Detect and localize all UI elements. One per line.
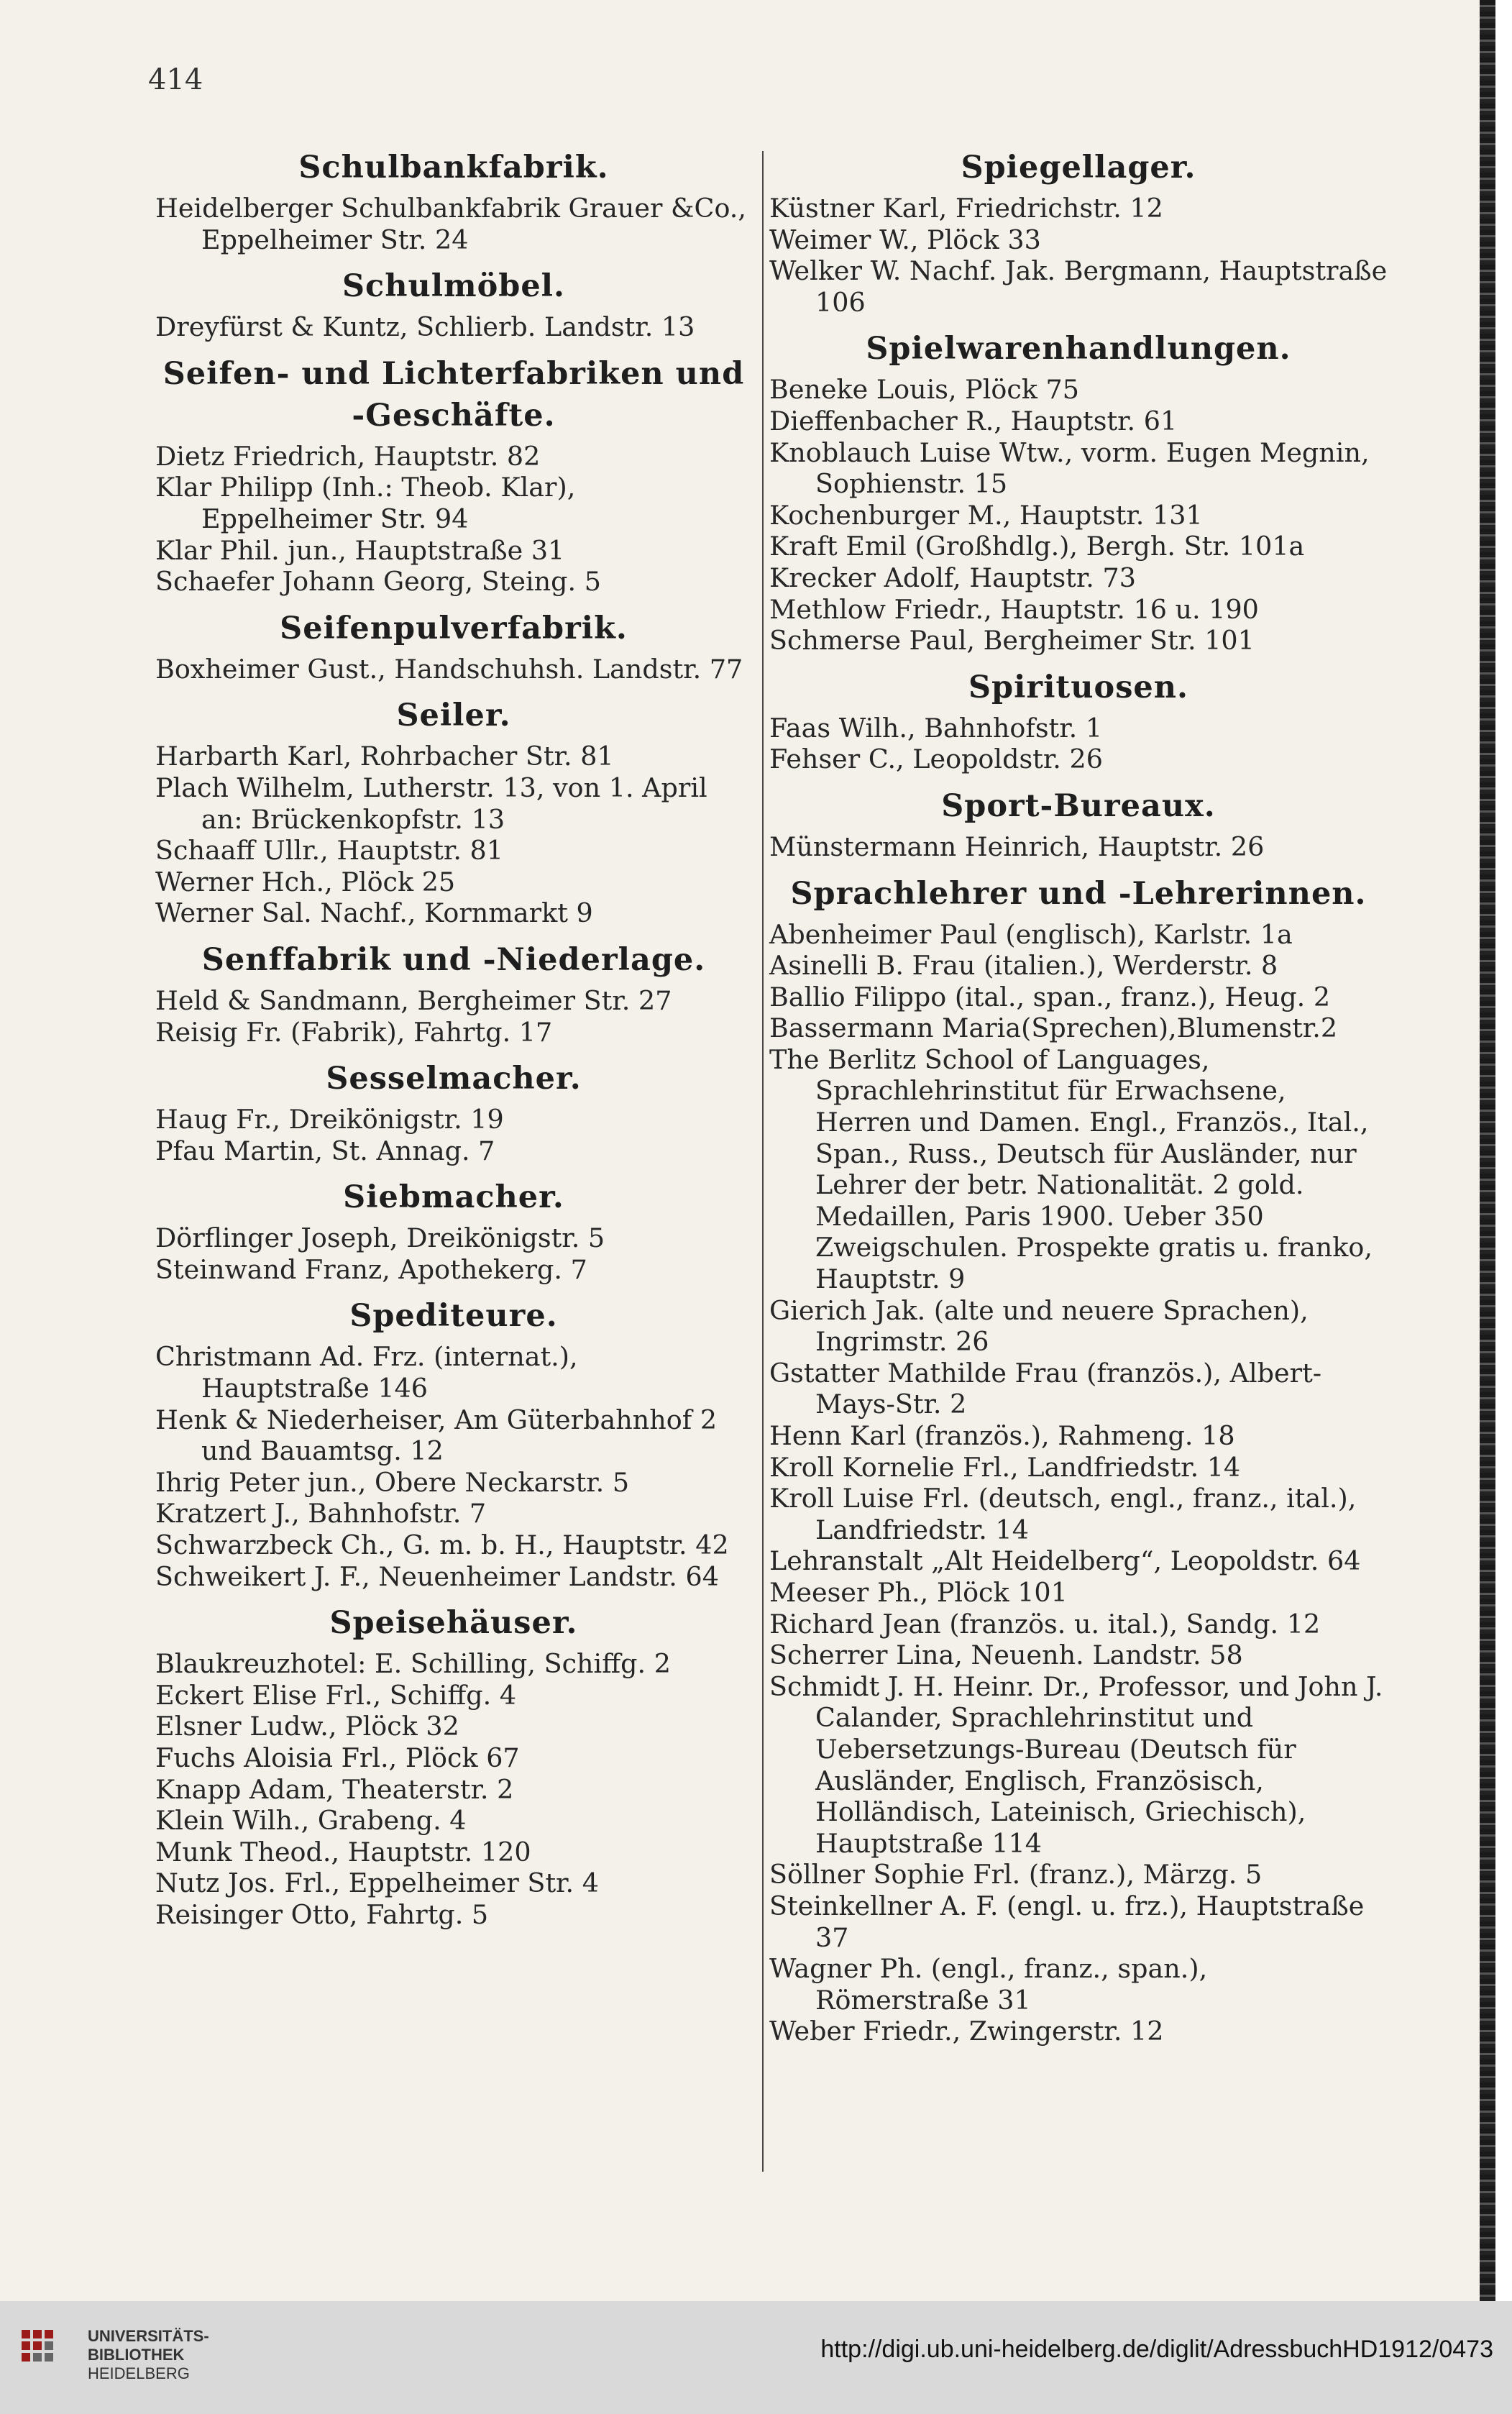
directory-entry: Meeser Ph., Plöck 101: [769, 1576, 1068, 1608]
directory-entry: Kochenburger M., Hauptstr. 131: [769, 499, 1203, 531]
directory-entry: Schaefer Johann Georg, Steing. 5: [155, 566, 601, 598]
directory-entry: Dörflinger Joseph, Dreikönigstr. 5: [155, 1222, 605, 1254]
section-heading: Sesselmacher.: [326, 1061, 582, 1097]
directory-entry: Heidelberger Schulbankfabrik Grauer &Co., Eppelheimer Str. 24: [155, 193, 747, 255]
source-url-link[interactable]: http://digi.ub.uni-heidelberg.de/diglit/AdressbuchHD1912/0473: [820, 2336, 1493, 2363]
left-column: [155, 137, 752, 1931]
directory-section: [155, 353, 752, 598]
directory-entry: Gierich Jak. (alte und neuere Sprachen), Ingrimstr. 26: [769, 1294, 1309, 1358]
library-logo-icon: [16, 2324, 79, 2387]
section-heading: Seifen- und Lichterfabriken und -Geschäfte.: [162, 355, 745, 434]
directory-entry: Krecker Adolf, Hauptstr. 73: [769, 562, 1136, 593]
directory-section: [155, 608, 752, 685]
directory-entry: Lehranstalt „Alt Heidelberg“, Leopoldstr. 64: [769, 1545, 1361, 1577]
directory-entry: Held & Sandmann, Bergheimer Str. 27: [155, 984, 672, 1016]
section-heading: Seiler.: [396, 698, 511, 734]
section-heading: Sport-Bureaux.: [941, 787, 1216, 824]
directory-entry: Gstatter Mathilde Frau (französ.), Albert-Mays-Str. 2: [769, 1357, 1322, 1420]
directory-section: [155, 1058, 752, 1166]
directory-entry: Reisig Fr. (Fabrik), Fahrtg. 17: [155, 1016, 553, 1048]
directory-section: [155, 1602, 752, 1930]
footer-bar: [0, 2301, 1512, 2414]
directory-entry: Ihrig Peter jun., Obere Neckarstr. 5: [155, 1466, 630, 1498]
directory-entry: Dreyfürst & Kuntz, Schlierb. Landstr. 13: [155, 311, 695, 343]
directory-section: [769, 873, 1388, 2047]
directory-entry: Schwarzbeck Ch., G. m. b. H., Hauptstr. 42: [155, 1530, 729, 1561]
directory-entry: Elsner Ludw., Plöck 32: [155, 1711, 459, 1742]
directory-entry: Dieffenbacher R., Hauptstr. 61: [769, 405, 1178, 436]
directory-entry: Boxheimer Gust., Handschuhsh. Landstr. 77: [155, 653, 743, 685]
directory-entry: Harbarth Karl, Rohrbacher Str. 81: [155, 741, 614, 772]
directory-entry: Klein Wilh., Grabeng. 4: [155, 1805, 467, 1837]
directory-entry: Wagner Ph. (engl., franz., span.), Römerstraße 31: [769, 1953, 1208, 2016]
directory-entry: Plach Wilhelm, Lutherstr. 13, von 1. April an: Brückenkopfstr. 13: [155, 772, 707, 835]
section-heading: Senffabrik und -Niederlage.: [201, 941, 706, 978]
directory-entry: Dietz Friedrich, Hauptstr. 82: [155, 440, 541, 472]
directory-entry: Weber Friedr., Zwingerstr. 12: [769, 2016, 1164, 2047]
section-heading: Sprachlehrer und -Lehrerinnen.: [790, 875, 1367, 912]
section-heading: Siebmacher.: [343, 1179, 564, 1216]
directory-entry: Söllner Sophie Frl. (franz.), Märzg. 5: [769, 1859, 1263, 1890]
directory-section: [769, 785, 1388, 863]
directory-entry: Reisinger Otto, Fahrtg. 5: [155, 1898, 489, 1930]
directory-entry: Küstner Karl, Friedrichstr. 12: [769, 193, 1163, 224]
directory-entry: Beneke Louis, Plöck 75: [769, 374, 1079, 406]
directory-entry: Haug Fr., Dreikönigstr. 19: [155, 1104, 504, 1135]
directory-entry: Kroll Kornelie Frl., Landfriedstr. 14: [769, 1451, 1241, 1483]
directory-entry: Schmidt J. H. Heinr. Dr., Professor, und John J. Calander, Sprachlehrinstitut und Uebersetzungs-Bureau (Deutsch für Ausländer, Englisch, Französisch, Holländisch, Lateinisch, Griechisch), Hauptstraße 114: [769, 1670, 1383, 1859]
directory-entry: Klar Phil. jun., Hauptstraße 31: [155, 534, 565, 566]
directory-entry: Scherrer Lina, Neuenh. Landstr. 58: [769, 1640, 1243, 1671]
directory-entry: Eckert Elise Frl., Schiffg. 4: [155, 1679, 517, 1711]
directory-entry: Nutz Jos. Frl., Eppelheimer Str. 4: [155, 1867, 599, 1899]
directory-entry: Schweikert J. F., Neuenheimer Landstr. 64: [155, 1560, 719, 1592]
directory-entry: Knoblauch Luise Wtw., vorm. Eugen Megnin, Sophienstr. 15: [769, 436, 1370, 500]
directory-section: [155, 939, 752, 1048]
directory-entry: Schaaff Ullr., Hauptstr. 81: [155, 835, 503, 867]
directory-entry: Bassermann Maria(Sprechen),Blumenstr.2: [769, 1012, 1338, 1044]
section-heading: Speisehäuser.: [329, 1605, 578, 1642]
directory-entry: Faas Wilh., Bahnhofstr. 1: [769, 712, 1103, 744]
directory-entry: Munk Theod., Hauptstr. 120: [155, 1836, 531, 1867]
section-heading: Schulbankfabrik.: [298, 150, 609, 186]
column-divider: [762, 151, 764, 2172]
directory-entry: Weimer W., Plöck 33: [769, 224, 1041, 255]
directory-entry: The Berlitz School of Languages, Sprachlehrinstitut für Erwachsene, Herren und Damen. Engl., Französ., Ital., Span., Russ., Deutsch für Ausländer, nur Lehrer der betr. Nationalität. 2 gold. Medaillen, Paris 1900. Ueber 350 Zweigschulen. Prospekte gratis u. franko, Hauptstr. 9: [769, 1043, 1373, 1295]
page-edge: [1480, 0, 1495, 2301]
directory-entry: Steinkellner A. F. (engl. u. frz.), Hauptstraße 37: [769, 1890, 1365, 1953]
directory-entry: Asinelli B. Frau (italien.), Werderstr. 8: [769, 950, 1278, 982]
section-heading: Spediteure.: [349, 1298, 558, 1335]
directory-entry: Richard Jean (französ. u. ital.), Sandg. 12: [769, 1608, 1321, 1640]
directory-section: [769, 147, 1388, 318]
section-heading: Spiegellager.: [961, 150, 1196, 186]
library-name-line-1: UNIVERSITÄTS-: [88, 2327, 209, 2345]
library-name-line-2: BIBLIOTHEK: [88, 2346, 185, 2364]
page-number: 414: [148, 63, 203, 96]
directory-entry: Ballio Filippo (ital., span., franz.), Heug. 2: [769, 981, 1331, 1012]
directory-entry: Steinwand Franz, Apothekerg. 7: [155, 1253, 587, 1285]
directory-entry: Kroll Luise Frl. (deutsch, engl., franz., ital.), Landfriedstr. 14: [769, 1483, 1357, 1545]
directory-entry: Fuchs Aloisia Frl., Plöck 67: [155, 1742, 520, 1773]
section-heading: Seifenpulverfabrik.: [280, 610, 628, 646]
directory-entry: Münstermann Heinrich, Hauptstr. 26: [769, 831, 1265, 862]
library-name: [88, 2327, 209, 2383]
directory-section: [769, 328, 1388, 656]
section-heading: Spielwarenhandlungen.: [866, 331, 1291, 367]
directory-entry: Schmerse Paul, Bergheimer Str. 101: [769, 625, 1255, 657]
directory-section: [155, 147, 752, 255]
directory-entry: Pfau Martin, St. Annag. 7: [155, 1135, 495, 1166]
section-heading: Spirituosen.: [968, 669, 1189, 705]
directory-entry: Henn Karl (französ.), Rahmeng. 18: [769, 1420, 1235, 1451]
directory-entry: Christmann Ad. Frz. (internat.), Hauptstraße 146: [155, 1341, 578, 1404]
library-name-line-3: HEIDELBERG: [88, 2364, 190, 2382]
directory-entry: Knapp Adam, Theaterstr. 2: [155, 1773, 514, 1805]
directory-entry: Klar Philipp (Inh.: Theob. Klar), Eppelheimer Str. 94: [155, 472, 576, 534]
directory-entry: Werner Sal. Nachf., Kornmarkt 9: [155, 897, 593, 929]
directory-entry: Kratzert J., Bahnhofstr. 7: [155, 1498, 487, 1530]
directory-entry: Abenheimer Paul (englisch), Karlstr. 1a: [769, 918, 1293, 950]
directory-section: [155, 1295, 752, 1592]
directory-section: [155, 695, 752, 929]
directory-entry: Welker W. Nachf. Jak. Bergmann, Hauptstraße 106: [769, 255, 1388, 318]
directory-section: [155, 1176, 752, 1285]
directory-entry: Fehser C., Leopoldstr. 26: [769, 744, 1103, 775]
directory-entry: Blaukreuzhotel: E. Schilling, Schiffg. 2: [155, 1648, 671, 1680]
directory-entry: Kraft Emil (Großhdlg.), Bergh. Str. 101a: [769, 531, 1305, 562]
right-column: [769, 137, 1388, 2047]
directory-section: [155, 265, 752, 343]
directory-entry: Werner Hch., Plöck 25: [155, 866, 456, 897]
directory-entry: Henk & Niederheiser, Am Güterbahnhof 2 und Bauamtsg. 12: [155, 1404, 718, 1467]
directory-entry: Methlow Friedr., Hauptstr. 16 u. 190: [769, 593, 1259, 625]
section-heading: Schulmöbel.: [342, 268, 565, 305]
directory-section: [769, 667, 1388, 775]
